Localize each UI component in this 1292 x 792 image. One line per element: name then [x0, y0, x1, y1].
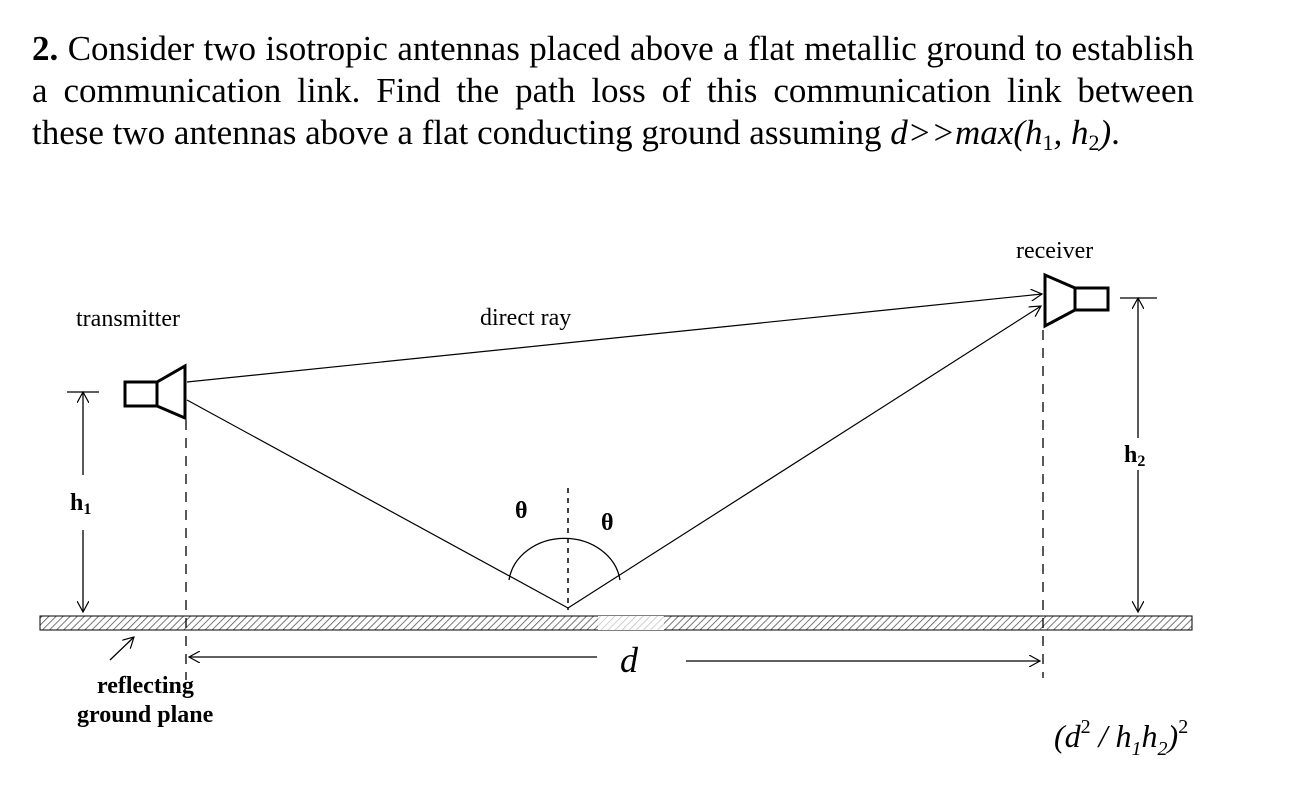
- formula-open: (d: [1054, 718, 1081, 754]
- h1-label: [70, 490, 91, 518]
- formula-exp2: 2: [1178, 716, 1189, 738]
- condition-end: ): [1099, 113, 1112, 152]
- h2-subscript: 2: [1137, 453, 1146, 470]
- formula-exp1: 2: [1080, 716, 1091, 738]
- formula-h: h: [1141, 718, 1158, 754]
- question-period: .: [1111, 113, 1120, 152]
- direct-ray-label: direct ray: [480, 305, 572, 331]
- transmitter-antenna-icon: [125, 366, 185, 418]
- ground-pointer-arrow: [110, 637, 134, 660]
- distance-dimension: [189, 657, 1040, 661]
- question-number: 2.: [32, 29, 59, 68]
- distance-label: d: [620, 640, 638, 680]
- condition-mid: , h: [1053, 113, 1089, 152]
- incident-ray-line: [187, 400, 568, 608]
- theta-right-label: θ: [601, 510, 614, 536]
- condition-d: d>>max(h: [890, 113, 1043, 152]
- direct-ray-line: [187, 294, 1042, 382]
- ground-plane: [40, 616, 1192, 630]
- path-loss-formula: [1054, 716, 1189, 760]
- angle-arc: [509, 538, 620, 580]
- h2-letter: h: [1124, 442, 1138, 468]
- receiver-antenna-icon: [1045, 275, 1108, 326]
- formula-close: ): [1167, 718, 1179, 754]
- h1-letter: h: [70, 490, 84, 516]
- formula-slash: / h: [1090, 718, 1132, 754]
- theta-left-label: θ: [515, 498, 528, 524]
- reflected-ray-line: [568, 306, 1041, 608]
- receiver-label: receiver: [1016, 238, 1094, 264]
- h2-label: [1124, 442, 1145, 470]
- condition-sub1: 1: [1042, 130, 1054, 155]
- h1-subscript: 1: [83, 501, 92, 518]
- condition-sub2: 2: [1088, 130, 1100, 155]
- formula-sub2: 2: [1157, 738, 1168, 760]
- question-body: Consider two isotropic antennas placed above a flat metallic ground to establish a communication link. Find the path loss of this communication link between these two antennas above a flat conducting ground assuming: [32, 29, 1194, 152]
- transmitter-label: transmitter: [76, 306, 180, 332]
- ground-label-line2: ground plane: [77, 702, 214, 728]
- formula-sub1: 1: [1131, 738, 1142, 760]
- ground-label-line1: reflecting: [97, 673, 194, 699]
